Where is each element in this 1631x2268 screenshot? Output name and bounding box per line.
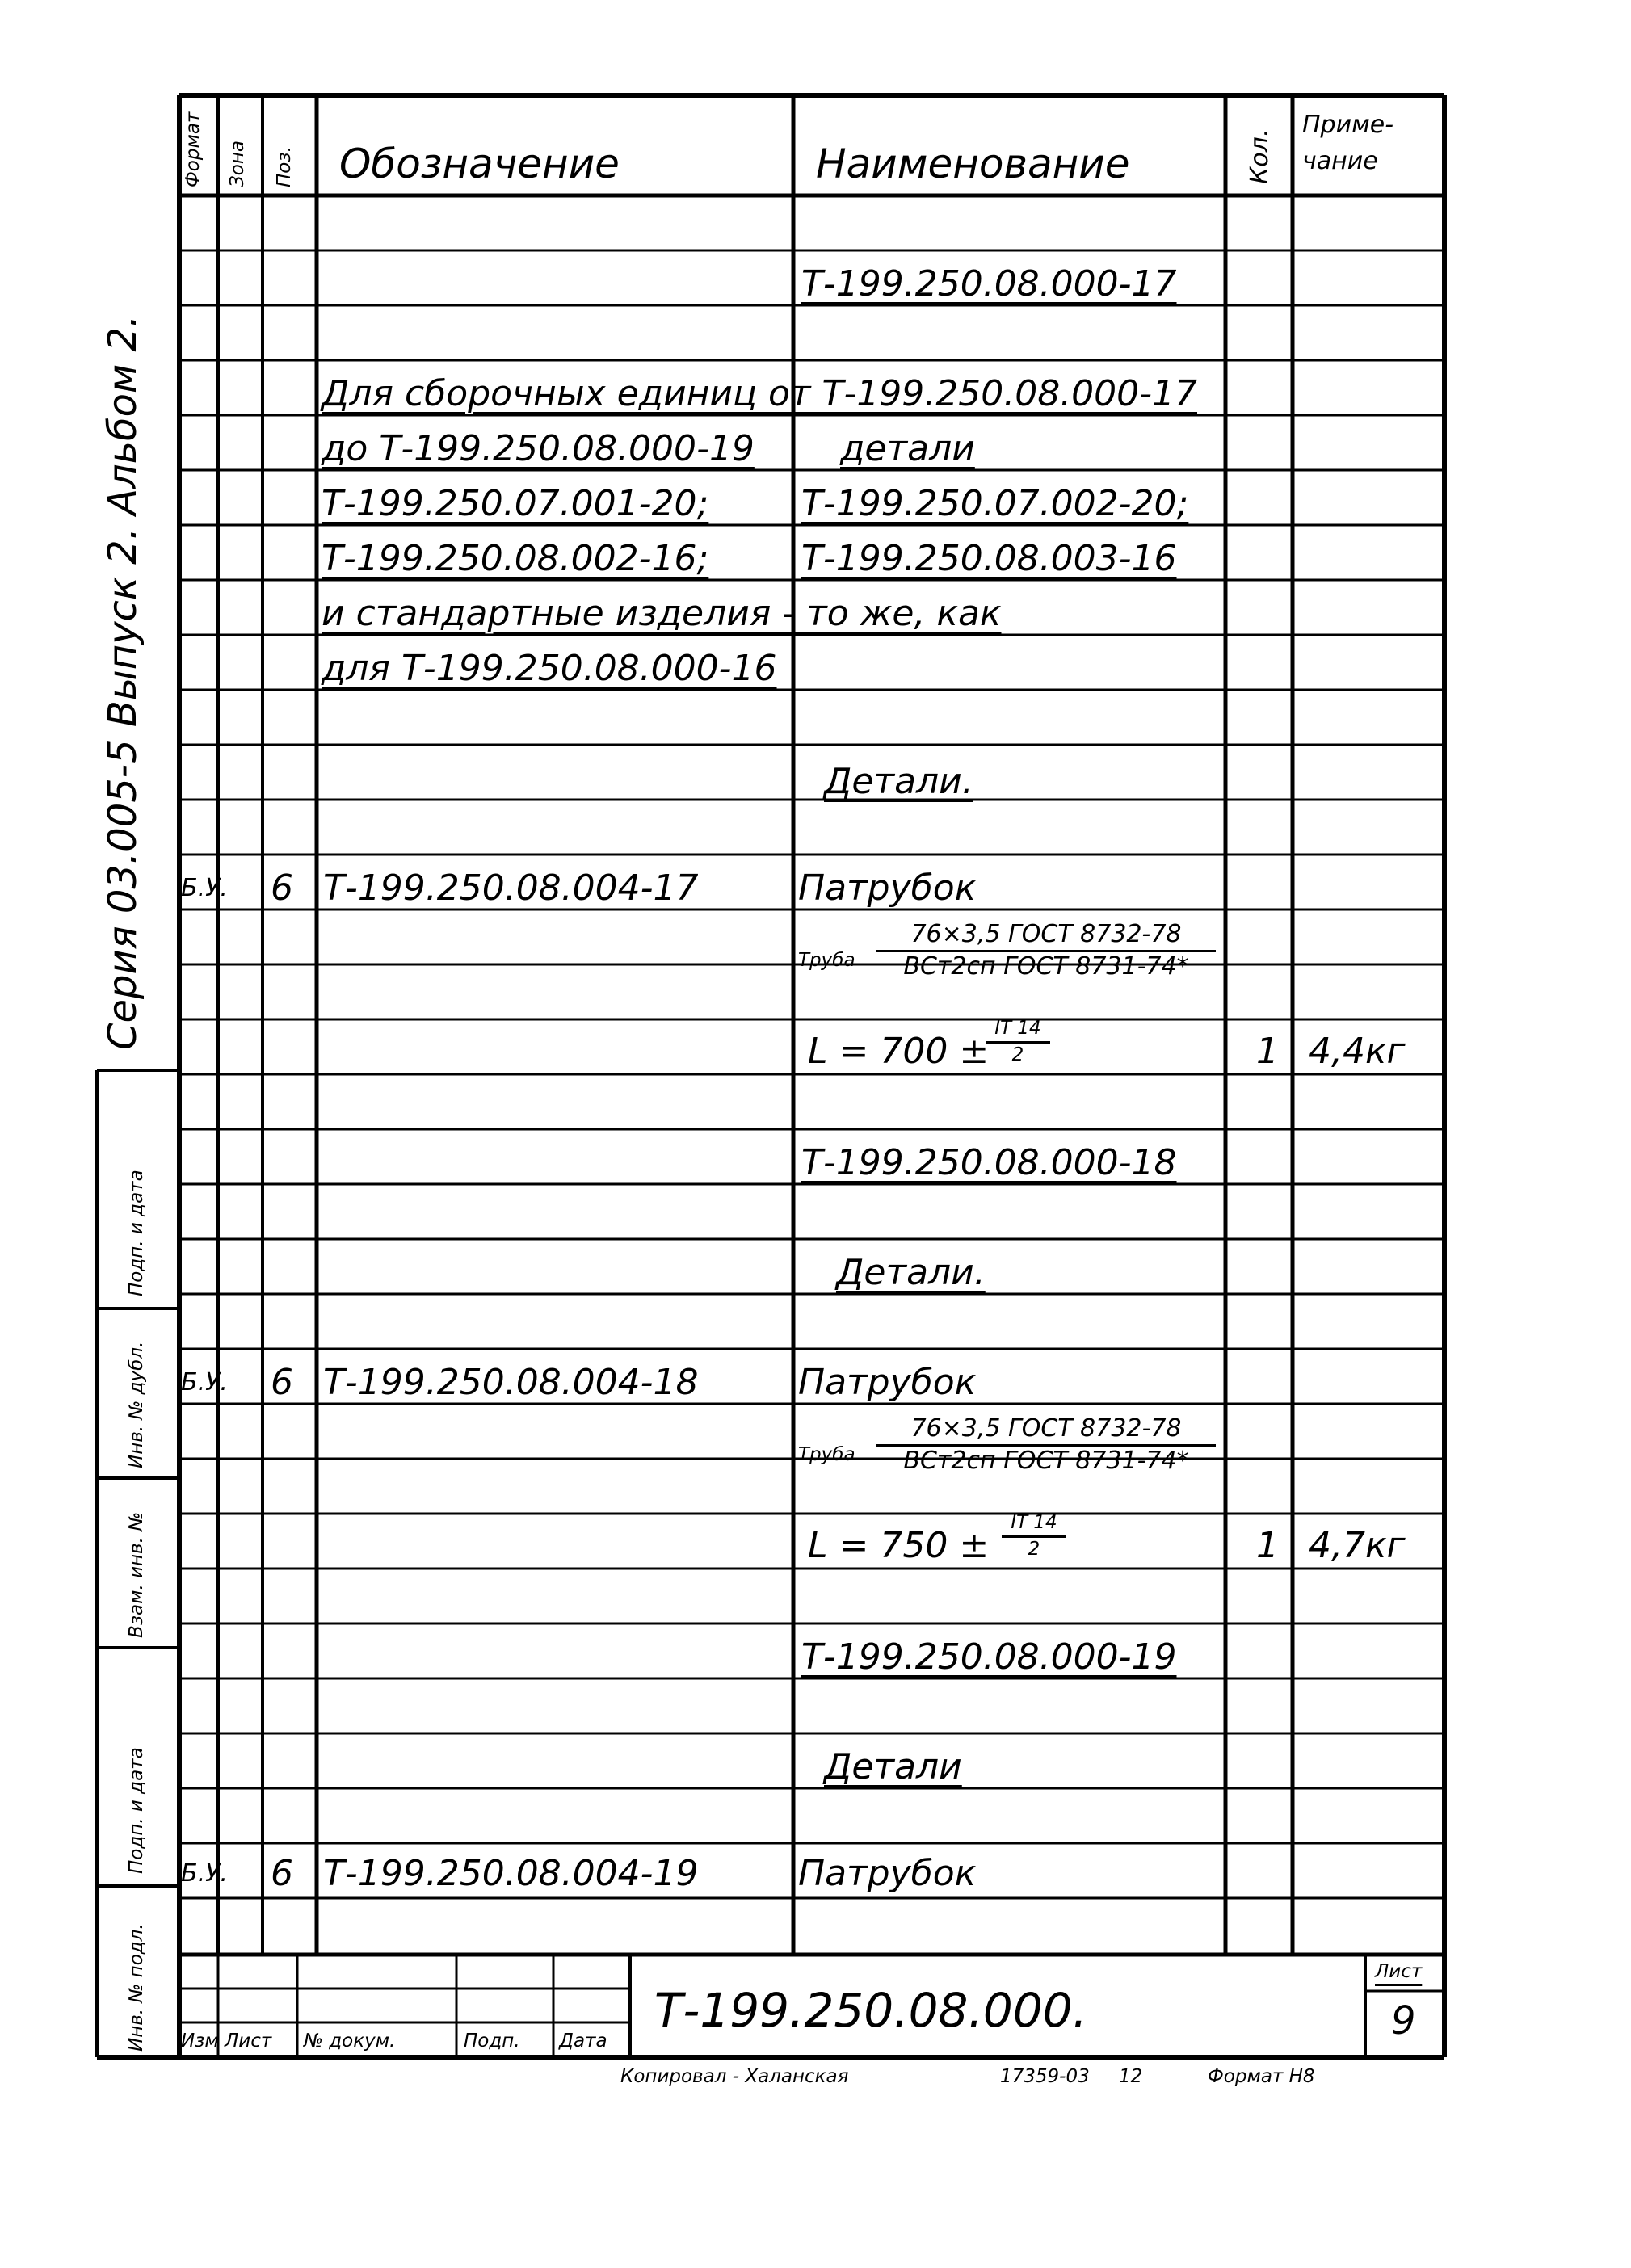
footer-copied-by: Копировал - Халанская — [620, 2066, 849, 2087]
part2-material-fraction — [876, 1414, 1216, 1475]
part2-material-num: 76×3,5 ГОСТ 8732-78 — [876, 1417, 1216, 1447]
assembly-title-17: Т-199.250.08.000-17 — [801, 263, 1177, 304]
part1-qty: 1 — [1256, 1031, 1279, 1072]
footer-order: 17359-03 — [1000, 2066, 1090, 2087]
part1-material-num: 76×3,5 ГОСТ 8732-78 — [876, 922, 1216, 952]
part1-material-word: Труба — [798, 950, 855, 971]
row-note-line5: и стандартные изделия - то же, как — [322, 593, 1002, 634]
part1-name: Патрубок — [798, 867, 977, 909]
stamp-list: Лист — [225, 2031, 272, 2052]
part1-designation: Т-199.250.08.004-17 — [323, 867, 699, 909]
row-note-line4-name: Т-199.250.08.003-16 — [801, 538, 1177, 579]
header-name: Наименование — [816, 141, 1130, 187]
left-label-vzam-inv: Взам. инв. № — [126, 1511, 147, 1638]
part1-tolerance-num: IT 14 — [986, 1019, 1050, 1044]
header-format: Формат — [183, 111, 204, 187]
part1-format: Б.У. — [181, 874, 228, 902]
header-note-line1: Приме- — [1302, 111, 1394, 139]
row-note-line3-name: Т-199.250.07.002-20; — [801, 483, 1189, 524]
header-qty: Кол. — [1246, 128, 1274, 184]
document-number: Т-199.250.08.000. — [654, 1983, 1088, 2038]
row-note-line4-designation: Т-199.250.08.002-16; — [322, 538, 709, 579]
sheet-label: Лист — [1375, 1961, 1423, 1982]
left-label-inv-podl: Инв. № подл. — [126, 1923, 147, 2052]
part1-material-fraction — [876, 922, 1216, 979]
assembly-title-18: Т-199.250.08.000-18 — [801, 1142, 1177, 1183]
footer-count: 12 — [1119, 2066, 1143, 2087]
stamp-izm: Изм — [181, 2031, 219, 2052]
part2-format: Б.У. — [181, 1368, 228, 1396]
part2-qty: 1 — [1256, 1525, 1279, 1566]
row-note-line2-designation: до Т-199.250.08.000-19 — [322, 428, 755, 469]
part2-note: 4,7кг — [1309, 1525, 1406, 1566]
header-note-line2: чание — [1302, 147, 1378, 175]
part1-tolerance-den: 2 — [1011, 1044, 1024, 1065]
part2-name: Патрубок — [798, 1362, 977, 1403]
part3-designation: Т-199.250.08.004-19 — [323, 1853, 699, 1894]
series-label: Серия 03.005-5 Выпуск 2. Альбом 2. — [100, 314, 145, 1050]
part1-length: L = 700 ± — [808, 1031, 990, 1072]
part1-tolerance — [986, 1019, 1050, 1065]
part2-tolerance-num: IT 14 — [1002, 1514, 1066, 1538]
part2-tolerance — [1002, 1514, 1066, 1559]
stamp-ndoc: № докум. — [304, 2031, 396, 2052]
part2-designation: Т-199.250.08.004-18 — [323, 1362, 699, 1403]
part2-pos: 6 — [271, 1362, 293, 1403]
section-details-1: Детали. — [824, 761, 973, 802]
part3-pos: 6 — [271, 1853, 293, 1894]
section-details-2: Детали. — [836, 1252, 986, 1293]
assembly-title-19: Т-199.250.08.000-19 — [801, 1636, 1177, 1678]
row-note-line2-name: детали — [840, 428, 975, 469]
part2-length: L = 750 ± — [808, 1525, 990, 1566]
part2-tolerance-den: 2 — [1028, 1539, 1040, 1560]
left-label-podp-data-1: Подп. и дата — [126, 1170, 147, 1296]
row-note-line6: для Т-199.250.08.000-16 — [322, 648, 777, 689]
part2-material-den: ВСт2сп ГОСТ 8731-74* — [903, 1447, 1189, 1475]
part3-format: Б.У. — [181, 1859, 228, 1888]
header-pos: Поз. — [274, 146, 295, 187]
part1-note: 4,4кг — [1309, 1031, 1406, 1072]
row-note-line1: Для сборочных единиц от Т-199.250.08.000-17 — [322, 373, 1198, 414]
part2-material-word: Труба — [798, 1444, 855, 1465]
row-note-line3-designation: Т-199.250.07.001-20; — [322, 483, 709, 524]
footer-format: Формат Н8 — [1208, 2066, 1315, 2087]
part3-name: Патрубок — [798, 1853, 977, 1894]
part1-pos: 6 — [271, 867, 293, 909]
section-details-3: Детали — [824, 1746, 962, 1787]
part1-material-den: ВСт2сп ГОСТ 8731-74* — [903, 952, 1189, 981]
header-designation: Обозначение — [339, 141, 620, 187]
left-label-podp-data-2: Подп. и дата — [126, 1747, 147, 1874]
stamp-data: Дата — [559, 2031, 607, 2052]
sheet-number: 9 — [1391, 1998, 1416, 2043]
stamp-podp: Подп. — [464, 2031, 520, 2052]
header-zone: Зона — [227, 141, 248, 187]
left-label-inv-dubl: Инв. № дубл. — [126, 1341, 147, 1468]
